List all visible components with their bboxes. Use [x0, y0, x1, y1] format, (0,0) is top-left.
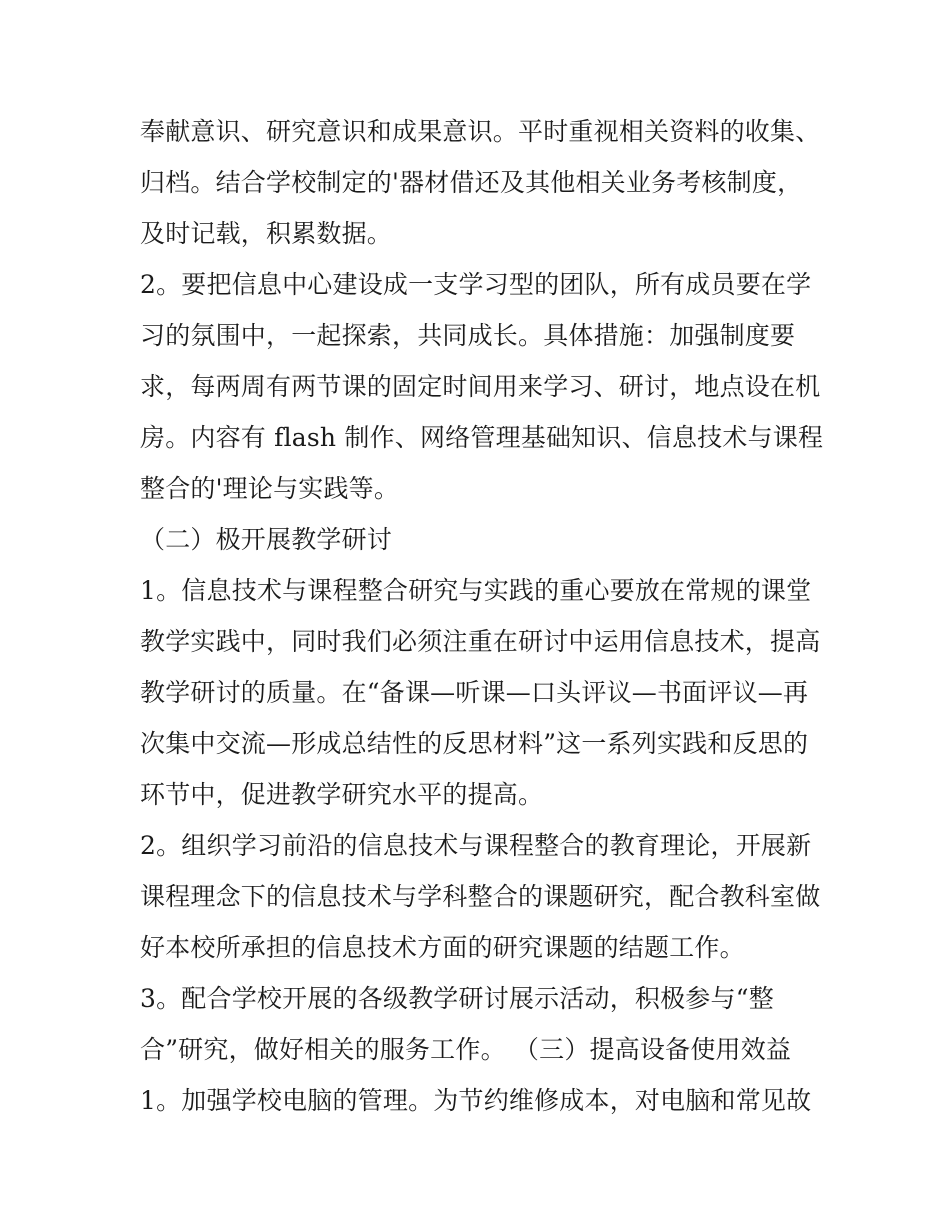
section-heading: （二）极开展教学研讨 — [140, 525, 393, 554]
text-line: 整合的'理论与实践等。 — [140, 474, 400, 503]
text-line: 教学研讨的质量。在“备课—听课—口头评议—书面评议—再 — [140, 678, 809, 707]
document-body — [140, 106, 830, 1126]
text-line: 环节中，促进教学研究水平的提高。 — [140, 780, 544, 809]
text-line: 2。要把信息中心建设成一支学习型的团队，所有成员要在学 — [140, 270, 812, 299]
text-line: 奉献意识、研究意识和成果意识。平时重视相关资料的收集、 — [140, 117, 821, 146]
text-line: 合”研究，做好相关的服务工作。 （三）提高设备使用效益 — [140, 1035, 792, 1064]
text-line: 及时记载，积累数据。 — [140, 219, 393, 248]
text-line: 习的氛围中，一起探索，共同成长。具体措施：加强制度要 — [140, 321, 796, 350]
text-line: 1。信息技术与课程整合研究与实践的重心要放在常规的课堂 — [140, 576, 812, 605]
text-line: 房。内容有 flash 制作、网络管理基础知识、信息技术与课程 — [140, 423, 824, 452]
text-line: 1。加强学校电脑的管理。为节约维修成本，对电脑和常见故 — [140, 1086, 812, 1115]
text-line: 次集中交流—形成总结性的反思材料”这一系列实践和反思的 — [140, 729, 809, 758]
text-line: 教学实践中，同时我们必须注重在研讨中运用信息技术，提高 — [140, 627, 821, 656]
text-line: 课程理念下的信息技术与学科整合的课题研究，配合教科室做 — [140, 882, 821, 911]
text-line: 好本校所承担的信息技术方面的研究课题的结题工作。 — [140, 933, 745, 962]
text-line: 归档。结合学校制定的'器材借还及其他相关业务考核制度， — [140, 168, 803, 197]
text-line: 求，每两周有两节课的固定时间用来学习、研讨，地点设在机 — [140, 372, 821, 401]
text-line: 3。配合学校开展的各级教学研讨展示活动，积极参与“整 — [140, 984, 774, 1013]
text-line: 2。组织学习前沿的信息技术与课程整合的教育理论，开展新 — [140, 831, 812, 860]
